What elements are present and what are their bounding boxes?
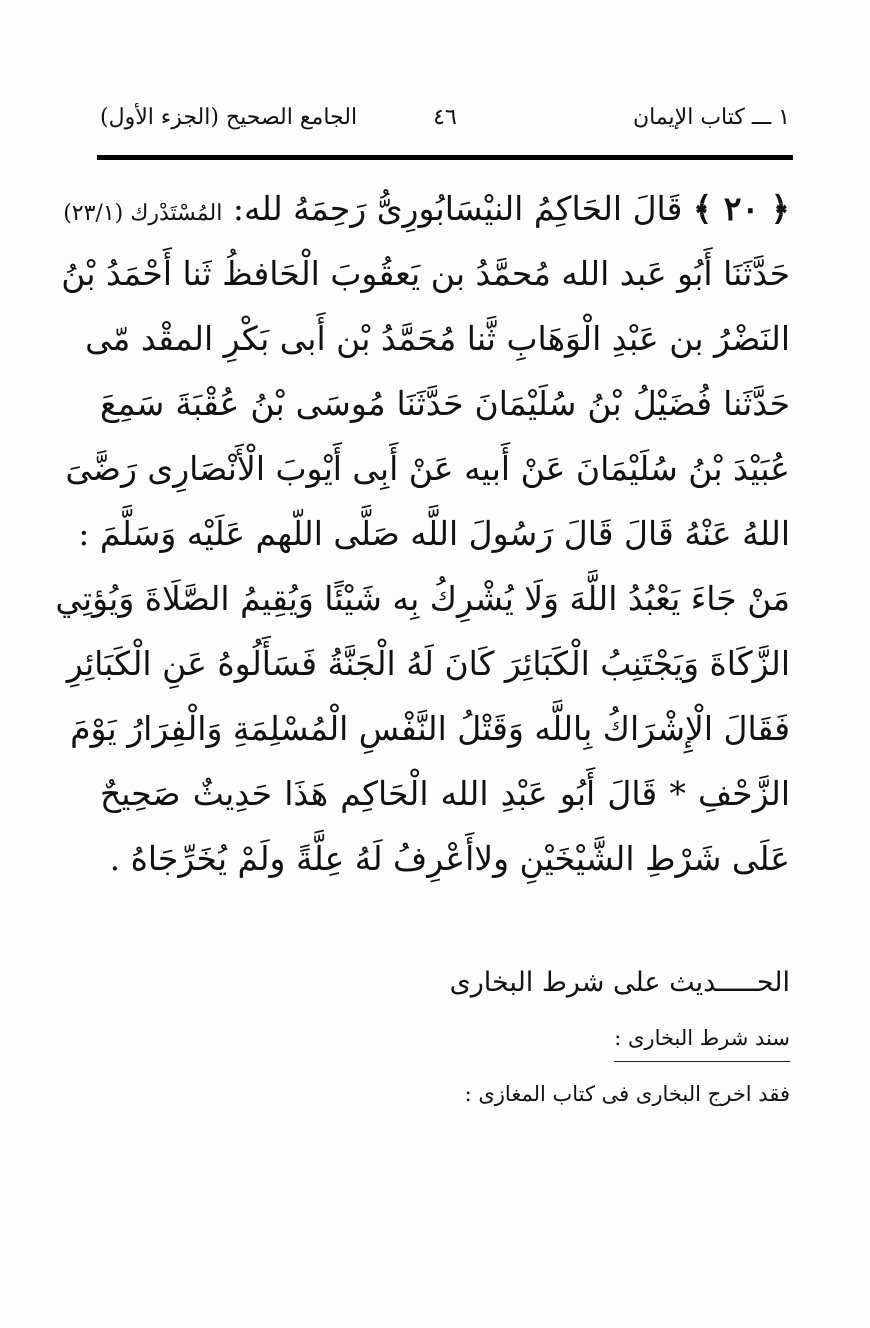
note-sanad: سند شرط البخارى : bbox=[614, 1018, 790, 1062]
hadith-line: عُبَيْدَ بْنُ سُلَيْمَانَ عَنْ أَبيه عَنْ أَبِى أَيْوبَ الْأَنْصَارِى رَضَّىَ bbox=[65, 449, 790, 488]
page-number: ٤٦ bbox=[433, 105, 457, 130]
hadith-line: مَنْ جَاءَ يَعْبُدُ اللَّهَ وَلَا يُشْرِكُ بِه شَيْئًا وَيُقِيمُ الصَّلَاةَ وَيُؤتِي bbox=[55, 579, 790, 618]
hadith-line: الزَّحْفِ * قَالَ أَبُو عَبْدِ الله الْحَاكِم هَذَا حَدِيثٌ صَحِيحٌ bbox=[100, 774, 790, 813]
note-heading: الحـــــديث على شرط البخارى bbox=[449, 967, 790, 998]
page-header bbox=[100, 98, 790, 138]
source-reference: المُسْتَدْرك (٢٣/١) bbox=[63, 201, 223, 226]
hadith-line: حَدَّثَنَا أَبُو عَبد الله مُحمَّدُ بن يَعقُوبَ الْحَافظُ ثَنا أَحْمَدُ بْنُ bbox=[61, 254, 790, 293]
hadith-text bbox=[55, 176, 790, 891]
hadith-number: ﴿ ٢٠ ﴾ bbox=[692, 189, 790, 228]
chapter-heading: ١ ـــ كتاب الإيمان bbox=[632, 105, 790, 130]
hadith-line: اللهُ عَنْهُ قَالَ قَالَ رَسُولَ اللَّه صَلَّى اللّهم عَلَيْه وَسَلَّمَ : bbox=[78, 514, 790, 553]
hadith-intro: قَالَ الحَاكِمُ النيْسَابُورِىُّ رَحِمَهُ لله: bbox=[232, 189, 683, 228]
note-line: فقد اخرج البخارى فى كتاب المغازى : bbox=[464, 1082, 790, 1106]
hadith-line: حَدَّثَنا فُضَيْلُ بْنُ سُلَيْمَانَ حَدَّثَنَا مُوسَى بْنُ عُقْبَةَ سَمِعَ bbox=[100, 384, 790, 423]
note-line bbox=[100, 1018, 790, 1062]
hadith-line: الزَّكَاةَ وَيَجْتَنِبُ الْكَبَائِرَ كَانَ لَهُ الْجَنَّةُ فَسَأَلُوهُ عَنِ الْكَبَائِرِ bbox=[66, 644, 790, 683]
book-title: الجامع الصحيح (الجزء الأول) bbox=[100, 105, 358, 130]
header-divider bbox=[97, 155, 793, 160]
hadith-line: فَقَالَ الْإِشْرَاكُ بِاللَّه وَقَتْلُ النَّفْسِ الْمُسْلِمَةِ وَالْفِرَارُ يَوْمَ bbox=[70, 709, 790, 748]
hadith-line: عَلَى شَرْطِ الشَّيْخَيْنِ ولاأَعْرِفُ لَهُ عِلَّةً ولَمْ يُخَرِّجَاهُ . bbox=[109, 839, 790, 878]
hadith-line: النَضْرُ بن عَبْدِ الْوَهَابِ ثَّنا مُحَمَّدُ بْن أَبى بَكْرِ المقْد مّى bbox=[85, 319, 790, 358]
hadith-first-line bbox=[63, 176, 790, 241]
